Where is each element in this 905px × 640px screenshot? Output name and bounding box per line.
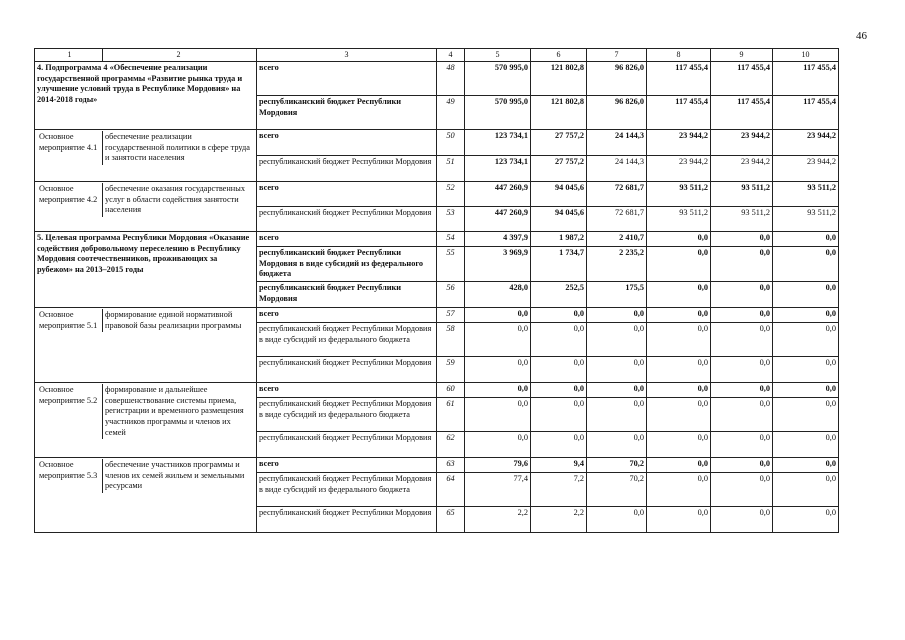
row-number: 63: [437, 458, 465, 473]
row-number: 65: [437, 507, 465, 533]
funding-source: всего: [257, 130, 437, 156]
event-title: обеспечение участников программы и членов их семей жильем и земельными ресурсами: [105, 460, 245, 491]
value-cell: 0,0: [647, 323, 711, 357]
value-cell: 27 757,2: [531, 130, 587, 156]
header-cell: 5: [465, 49, 531, 62]
funding-source: всего: [257, 182, 437, 207]
value-cell: 23 944,2: [773, 130, 839, 156]
value-cell: 117 455,4: [773, 96, 839, 130]
event-title: формирование единой нормативной правовой базы реализации программы: [105, 310, 242, 330]
value-cell: 0,0: [465, 432, 531, 458]
value-cell: 94 045,6: [531, 182, 587, 207]
funding-source: республиканский бюджет Республики Мордовия: [257, 96, 437, 130]
row-number: 62: [437, 432, 465, 458]
value-cell: 93 511,2: [773, 207, 839, 232]
value-cell: 0,0: [773, 473, 839, 507]
value-cell: 0,0: [587, 398, 647, 432]
row-number: 53: [437, 207, 465, 232]
value-cell: 117 455,4: [647, 62, 711, 96]
value-cell: 1 734,7: [531, 247, 587, 282]
value-cell: 0,0: [587, 507, 647, 533]
table-row: [35, 62, 839, 96]
value-cell: 0,0: [587, 323, 647, 357]
value-cell: 72 681,7: [587, 207, 647, 232]
value-cell: 2,2: [465, 507, 531, 533]
value-cell: 0,0: [647, 458, 711, 473]
row-number: 55: [437, 247, 465, 282]
value-cell: 0,0: [773, 247, 839, 282]
funding-source: всего: [257, 308, 437, 323]
value-cell: 0,0: [647, 398, 711, 432]
value-cell: 93 511,2: [711, 182, 773, 207]
value-cell: 0,0: [587, 308, 647, 323]
funding-source: республиканский бюджет Республики Мордовия: [257, 432, 437, 458]
value-cell: 0,0: [647, 308, 711, 323]
value-cell: 23 944,2: [647, 130, 711, 156]
value-cell: 2,2: [531, 507, 587, 533]
row-number: 58: [437, 323, 465, 357]
header-cell: 9: [711, 49, 773, 62]
value-cell: 0,0: [465, 383, 531, 398]
value-cell: 0,0: [711, 282, 773, 308]
table-row: [35, 308, 839, 323]
table-row: [35, 182, 839, 207]
funding-source: республиканский бюджет Республики Мордовия: [257, 282, 437, 308]
header-cell: 2: [176, 50, 181, 59]
value-cell: 0,0: [711, 383, 773, 398]
value-cell: 0,0: [647, 383, 711, 398]
value-cell: 0,0: [773, 398, 839, 432]
event-title: формирование и дальнейшее совершенствование системы приема, регистрации и временного размещения участников программы и членов их семей: [105, 385, 244, 437]
event-title: обеспечение оказания государственных услуг в области содействия занятости населения: [105, 184, 245, 215]
value-cell: 123 734,1: [465, 130, 531, 156]
budget-table: [34, 48, 839, 533]
value-cell: 0,0: [587, 357, 647, 383]
funding-source: всего: [257, 383, 437, 398]
value-cell: 23 944,2: [711, 130, 773, 156]
value-cell: 0,0: [773, 308, 839, 323]
table-row: [35, 130, 839, 156]
value-cell: 70,2: [587, 458, 647, 473]
value-cell: 27 757,2: [531, 156, 587, 182]
funding-source: республиканский бюджет Республики Мордовия в виде субсидий из федерального бюджета: [257, 247, 437, 282]
table-row: [35, 232, 839, 247]
value-cell: 96 826,0: [587, 62, 647, 96]
value-cell: 0,0: [711, 432, 773, 458]
value-cell: 0,0: [465, 398, 531, 432]
program-title: 4. Подпрограмма 4 «Обеспечение реализации государственной программы «Развитие рынка труда и улучшение условий труда в Республике Мордовия» на 2014-2018 годы»: [35, 62, 257, 130]
row-number: 59: [437, 357, 465, 383]
value-cell: 77,4: [465, 473, 531, 507]
value-cell: 0,0: [647, 282, 711, 308]
value-cell: 0,0: [647, 232, 711, 247]
value-cell: 0,0: [711, 232, 773, 247]
value-cell: 0,0: [465, 323, 531, 357]
value-cell: 79,6: [465, 458, 531, 473]
table-row: [35, 383, 839, 398]
value-cell: 0,0: [711, 458, 773, 473]
value-cell: 1 987,2: [531, 232, 587, 247]
event-code: Основное мероприятие 4.2: [37, 183, 103, 217]
funding-source: республиканский бюджет Республики Мордовия: [257, 357, 437, 383]
value-cell: 7,2: [531, 473, 587, 507]
funding-source: республиканский бюджет Республики Мордовия: [257, 156, 437, 182]
value-cell: 23 944,2: [647, 156, 711, 182]
value-cell: 93 511,2: [773, 182, 839, 207]
value-cell: 0,0: [647, 507, 711, 533]
value-cell: 0,0: [647, 432, 711, 458]
value-cell: 117 455,4: [711, 62, 773, 96]
value-cell: 123 734,1: [465, 156, 531, 182]
event-code: Основное мероприятие 5.3: [37, 459, 103, 493]
event-code: Основное мероприятие 5.2: [37, 384, 103, 439]
funding-source: всего: [257, 458, 437, 473]
value-cell: 0,0: [587, 383, 647, 398]
value-cell: 117 455,4: [773, 62, 839, 96]
value-cell: 0,0: [647, 247, 711, 282]
value-cell: 23 944,2: [773, 156, 839, 182]
funding-source: всего: [257, 62, 437, 96]
funding-source: республиканский бюджет Республики Мордовия в виде субсидий из федерального бюджета: [257, 473, 437, 507]
value-cell: 2 235,2: [587, 247, 647, 282]
row-number: 54: [437, 232, 465, 247]
value-cell: 0,0: [531, 432, 587, 458]
row-number: 50: [437, 130, 465, 156]
value-cell: 0,0: [773, 282, 839, 308]
funding-source: республиканский бюджет Республики Мордовия: [257, 207, 437, 232]
row-number: 56: [437, 282, 465, 308]
header-cell: 10: [773, 49, 839, 62]
row-number: 61: [437, 398, 465, 432]
value-cell: 0,0: [773, 383, 839, 398]
value-cell: 3 969,9: [465, 247, 531, 282]
funding-source: всего: [257, 232, 437, 247]
value-cell: 24 144,3: [587, 130, 647, 156]
event-title: обеспечение реализации государственной политики в сфере труда и занятости населения: [105, 132, 250, 163]
value-cell: 121 802,8: [531, 96, 587, 130]
event-cell: [35, 383, 257, 458]
header-cell: 7: [587, 49, 647, 62]
value-cell: 252,5: [531, 282, 587, 308]
event-cell: [35, 130, 257, 182]
value-cell: 0,0: [711, 507, 773, 533]
event-code: Основное мероприятие 4.1: [37, 131, 103, 165]
row-number: 64: [437, 473, 465, 507]
value-cell: 0,0: [773, 323, 839, 357]
row-number: 49: [437, 96, 465, 130]
value-cell: 0,0: [711, 357, 773, 383]
value-cell: 72 681,7: [587, 182, 647, 207]
value-cell: 0,0: [531, 398, 587, 432]
value-cell: 0,0: [531, 323, 587, 357]
value-cell: 93 511,2: [647, 207, 711, 232]
event-cell: [35, 308, 257, 383]
value-cell: 570 995,0: [465, 62, 531, 96]
value-cell: 0,0: [711, 308, 773, 323]
value-cell: 96 826,0: [587, 96, 647, 130]
value-cell: 0,0: [711, 473, 773, 507]
header-cell: 4: [437, 49, 465, 62]
value-cell: 570 995,0: [465, 96, 531, 130]
value-cell: 0,0: [773, 357, 839, 383]
value-cell: 0,0: [711, 398, 773, 432]
value-cell: 93 511,2: [647, 182, 711, 207]
value-cell: 93 511,2: [711, 207, 773, 232]
value-cell: 4 397,9: [465, 232, 531, 247]
value-cell: 117 455,4: [647, 96, 711, 130]
value-cell: 0,0: [587, 432, 647, 458]
funding-source: республиканский бюджет Республики Мордовия в виде субсидий из федерального бюджета: [257, 398, 437, 432]
value-cell: 23 944,2: [711, 156, 773, 182]
column-number-row: [35, 49, 839, 62]
header-cell: 6: [531, 49, 587, 62]
value-cell: 9,4: [531, 458, 587, 473]
value-cell: 0,0: [773, 458, 839, 473]
value-cell: 0,0: [531, 308, 587, 323]
funding-source: республиканский бюджет Республики Мордовия в виде субсидий из федерального бюджета: [257, 323, 437, 357]
event-cell: [35, 182, 257, 232]
value-cell: 0,0: [647, 473, 711, 507]
value-cell: 0,0: [711, 247, 773, 282]
header-cell: 1: [37, 49, 103, 61]
row-number: 48: [437, 62, 465, 96]
value-cell: 0,0: [531, 383, 587, 398]
value-cell: 0,0: [465, 357, 531, 383]
funding-source: республиканский бюджет Республики Мордовия: [257, 507, 437, 533]
row-number: 51: [437, 156, 465, 182]
header-cell: 3: [257, 49, 437, 62]
value-cell: 24 144,3: [587, 156, 647, 182]
value-cell: 121 802,8: [531, 62, 587, 96]
header-cell-1-2: [35, 49, 257, 62]
program-title: 5. Целевая программа Республики Мордовия «Оказание содействия добровольному переселению в Республику Мордовия соотечественников, проживающих за рубежом» на 2013–2015 годы: [35, 232, 257, 308]
value-cell: 0,0: [773, 232, 839, 247]
page-number: 46: [856, 30, 867, 42]
value-cell: 447 260,9: [465, 182, 531, 207]
value-cell: 428,0: [465, 282, 531, 308]
value-cell: 94 045,6: [531, 207, 587, 232]
row-number: 60: [437, 383, 465, 398]
value-cell: 117 455,4: [711, 96, 773, 130]
table-row: [35, 458, 839, 473]
value-cell: 0,0: [773, 432, 839, 458]
row-number: 52: [437, 182, 465, 207]
value-cell: 2 410,7: [587, 232, 647, 247]
value-cell: 0,0: [773, 507, 839, 533]
event-code: Основное мероприятие 5.1: [37, 309, 103, 332]
value-cell: 70,2: [587, 473, 647, 507]
value-cell: 175,5: [587, 282, 647, 308]
event-cell: [35, 458, 257, 533]
header-cell: 8: [647, 49, 711, 62]
value-cell: 0,0: [647, 357, 711, 383]
value-cell: 0,0: [711, 323, 773, 357]
value-cell: 0,0: [465, 308, 531, 323]
row-number: 57: [437, 308, 465, 323]
value-cell: 447 260,9: [465, 207, 531, 232]
value-cell: 0,0: [531, 357, 587, 383]
